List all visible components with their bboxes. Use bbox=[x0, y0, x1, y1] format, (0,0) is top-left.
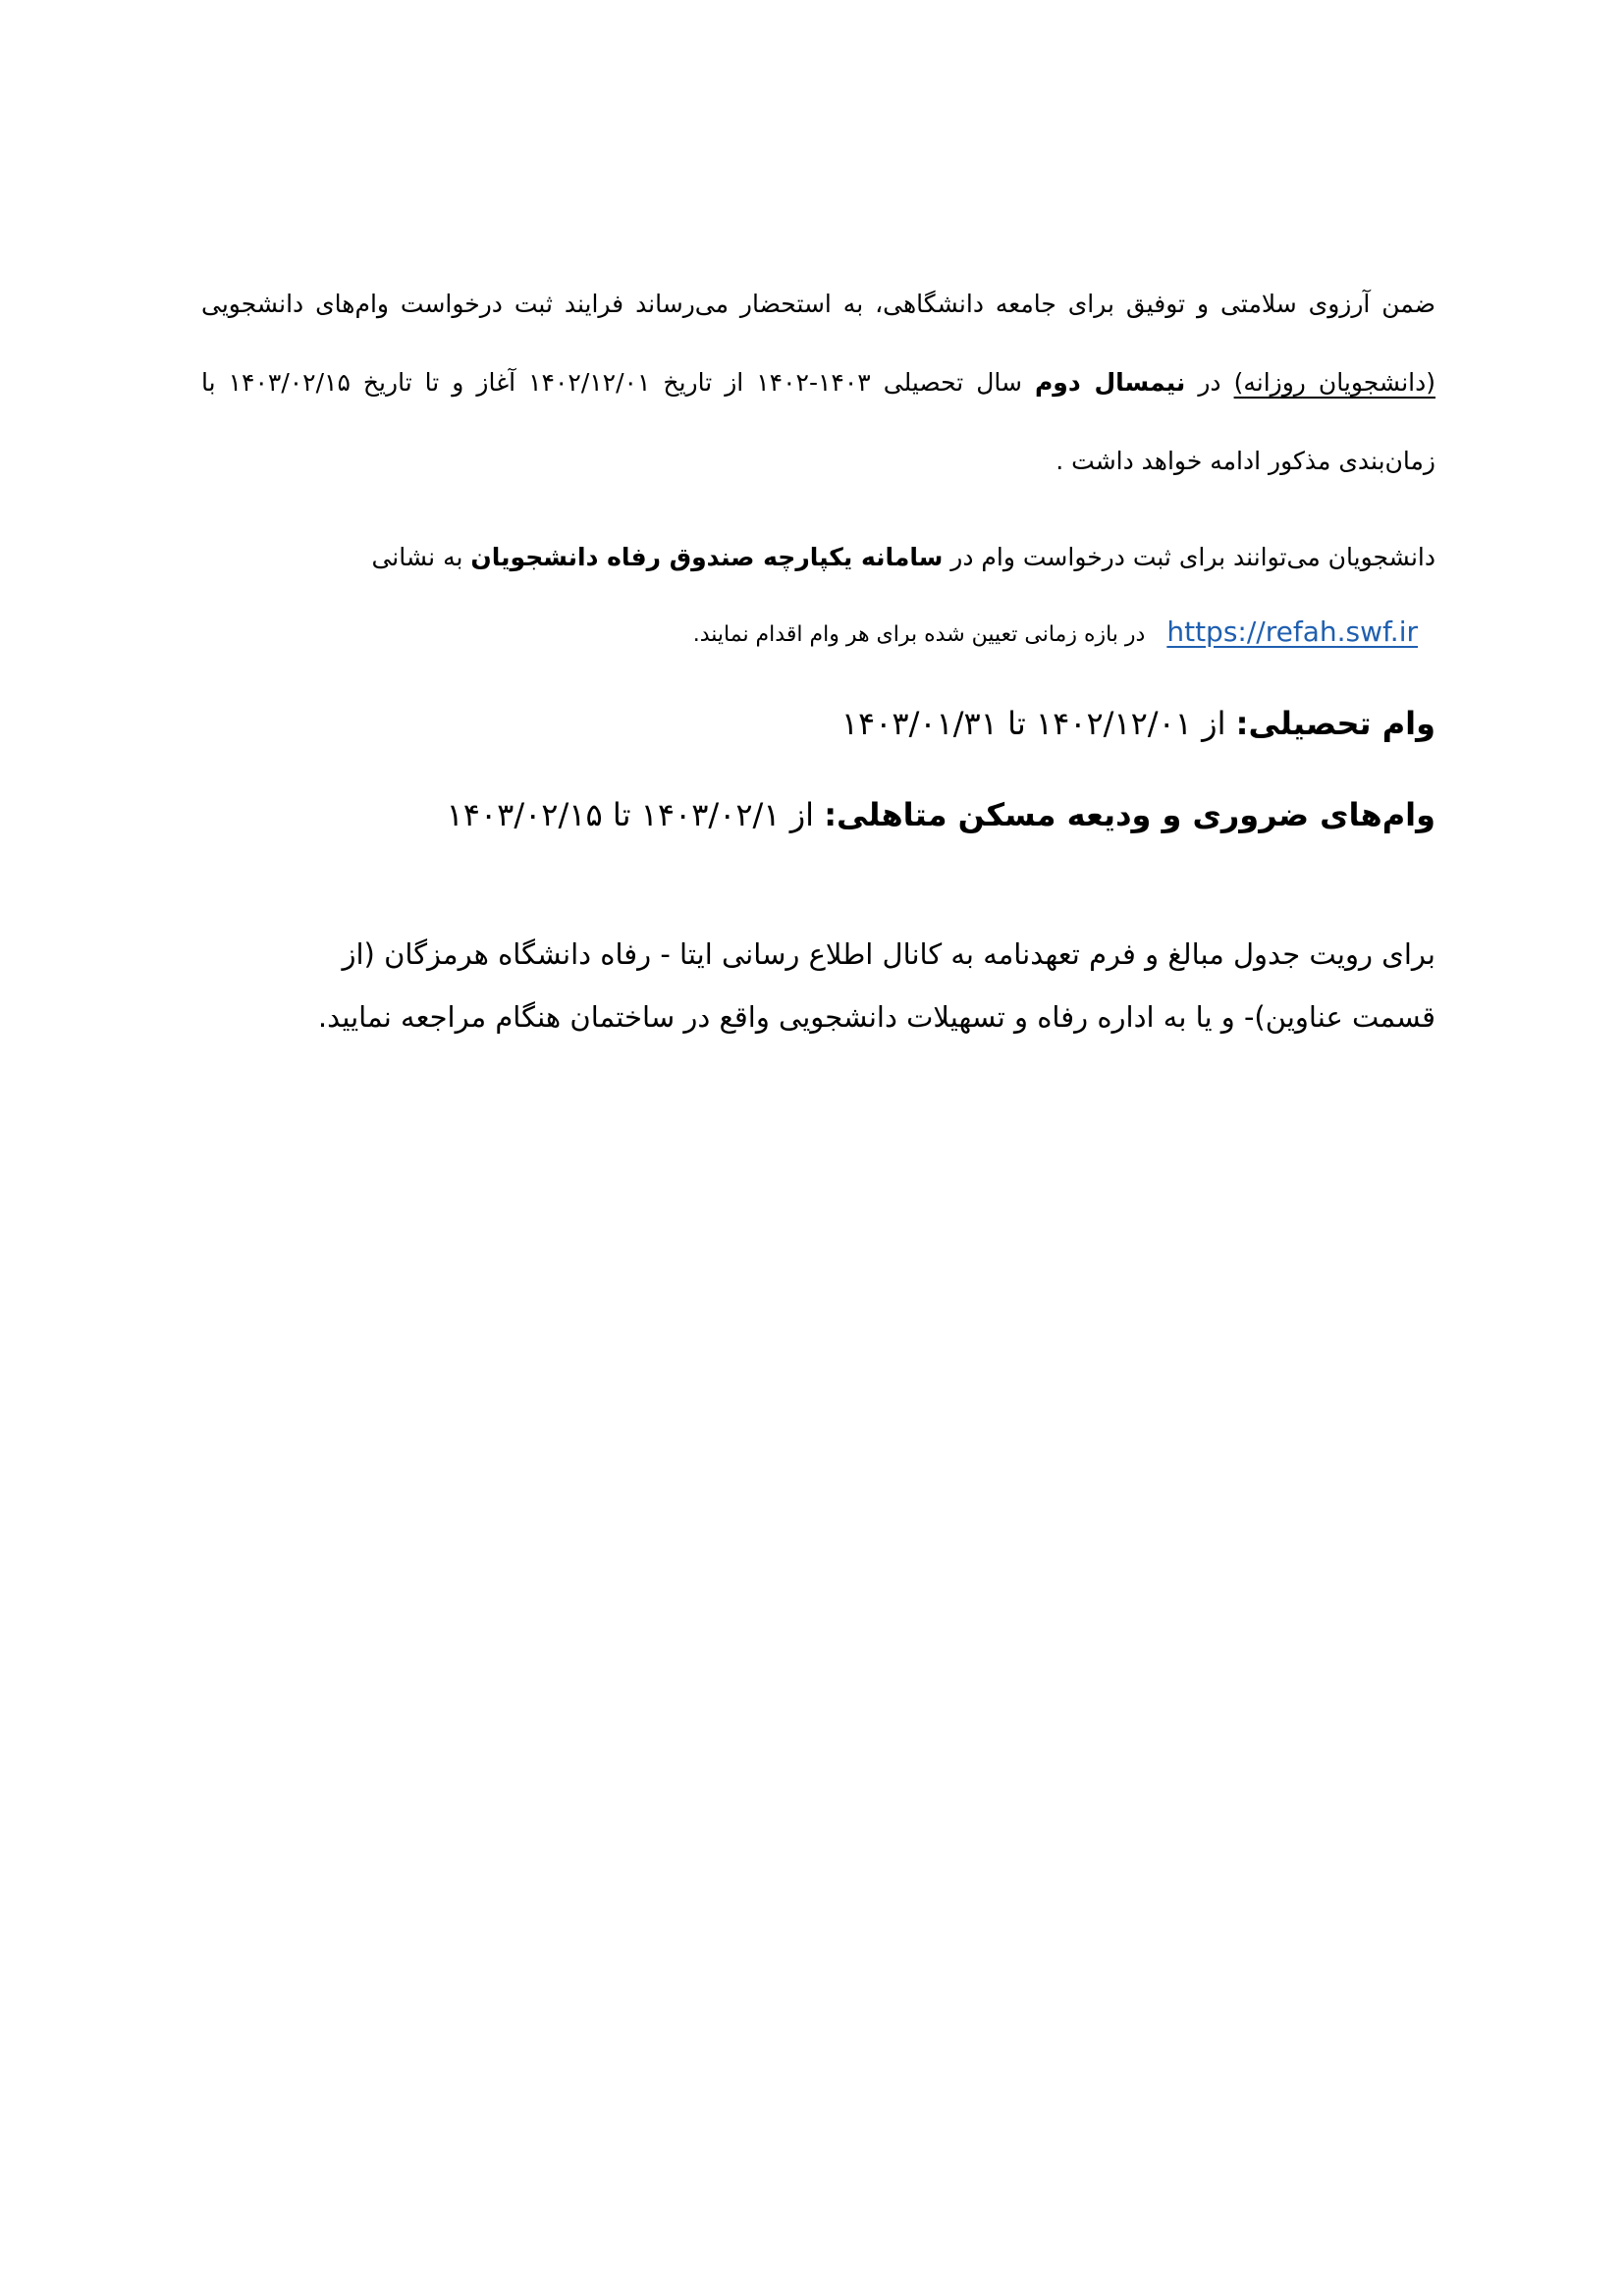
portal-line-1 bbox=[201, 520, 1435, 595]
portal-paragraph bbox=[201, 520, 1435, 672]
info-paragraph: برای رویت جدول مبالغ و فرم تعهدنامه به کانال اطلاع رسانی ایتا - رفاه دانشگاه هرمزگان (از قسمت عناوین)- و یا به اداره رفاه و تسهیلات دانشجویی واقع در ساختمان هنگام مراجعه نمایید. bbox=[317, 937, 1435, 1034]
intro-text-1: ضمن آرزوی سلامتی و توفیق برای جامعه دانشگاهی، به استحضار می‌رساند فرایند ثبت درخواست وام‌های دانشجویی bbox=[201, 290, 1435, 318]
portal-text-2: به نشانی bbox=[371, 543, 471, 571]
portal-bold-system-name: سامانه یکپارچه صندوق رفاه دانشجویان bbox=[470, 543, 944, 571]
portal-line-2 bbox=[201, 595, 1435, 672]
emergency-loan-label: وام‌های ضروری و ودیعه مسکن متاهلی: bbox=[824, 796, 1435, 833]
refah-portal-link[interactable]: https://refah.swf.ir bbox=[1166, 615, 1418, 648]
study-loan-schedule bbox=[201, 699, 1435, 748]
portal-text-3: در بازه زمانی تعیین شده برای هر وام اقدام نمایند. bbox=[692, 622, 1146, 647]
study-loan-dates: از ۱۴۰۲/۱۲/۰۱ تا ۱۴۰۳/۰۱/۳۱ bbox=[840, 705, 1236, 742]
intro-text-2: در bbox=[1185, 368, 1234, 397]
intro-text-3: سال تحصیلی ۱۴۰۳-۱۴۰۲ از تاریخ ۱۴۰۲/۱۲/۰۱ آغاز و تا تاریخ ۱۴۰۳/۰۲/۱۵ با زمان‌بندی مذکور ادامه خواهد داشت . bbox=[201, 368, 1435, 475]
study-loan-label: وام تحصیلی: bbox=[1235, 705, 1435, 742]
intro-paragraph bbox=[201, 265, 1435, 501]
intro-underlined-students: (دانشجویان روزانه) bbox=[1233, 368, 1435, 397]
emergency-loan-schedule bbox=[201, 790, 1435, 839]
emergency-loan-dates: از ۱۴۰۳/۰۲/۱ تا ۱۴۰۳/۰۲/۱۵ bbox=[446, 796, 825, 833]
intro-bold-semester: نیمسال دوم bbox=[1034, 368, 1186, 397]
portal-text-1: دانشجویان می‌توانند برای ثبت درخواست وام در bbox=[943, 543, 1435, 571]
